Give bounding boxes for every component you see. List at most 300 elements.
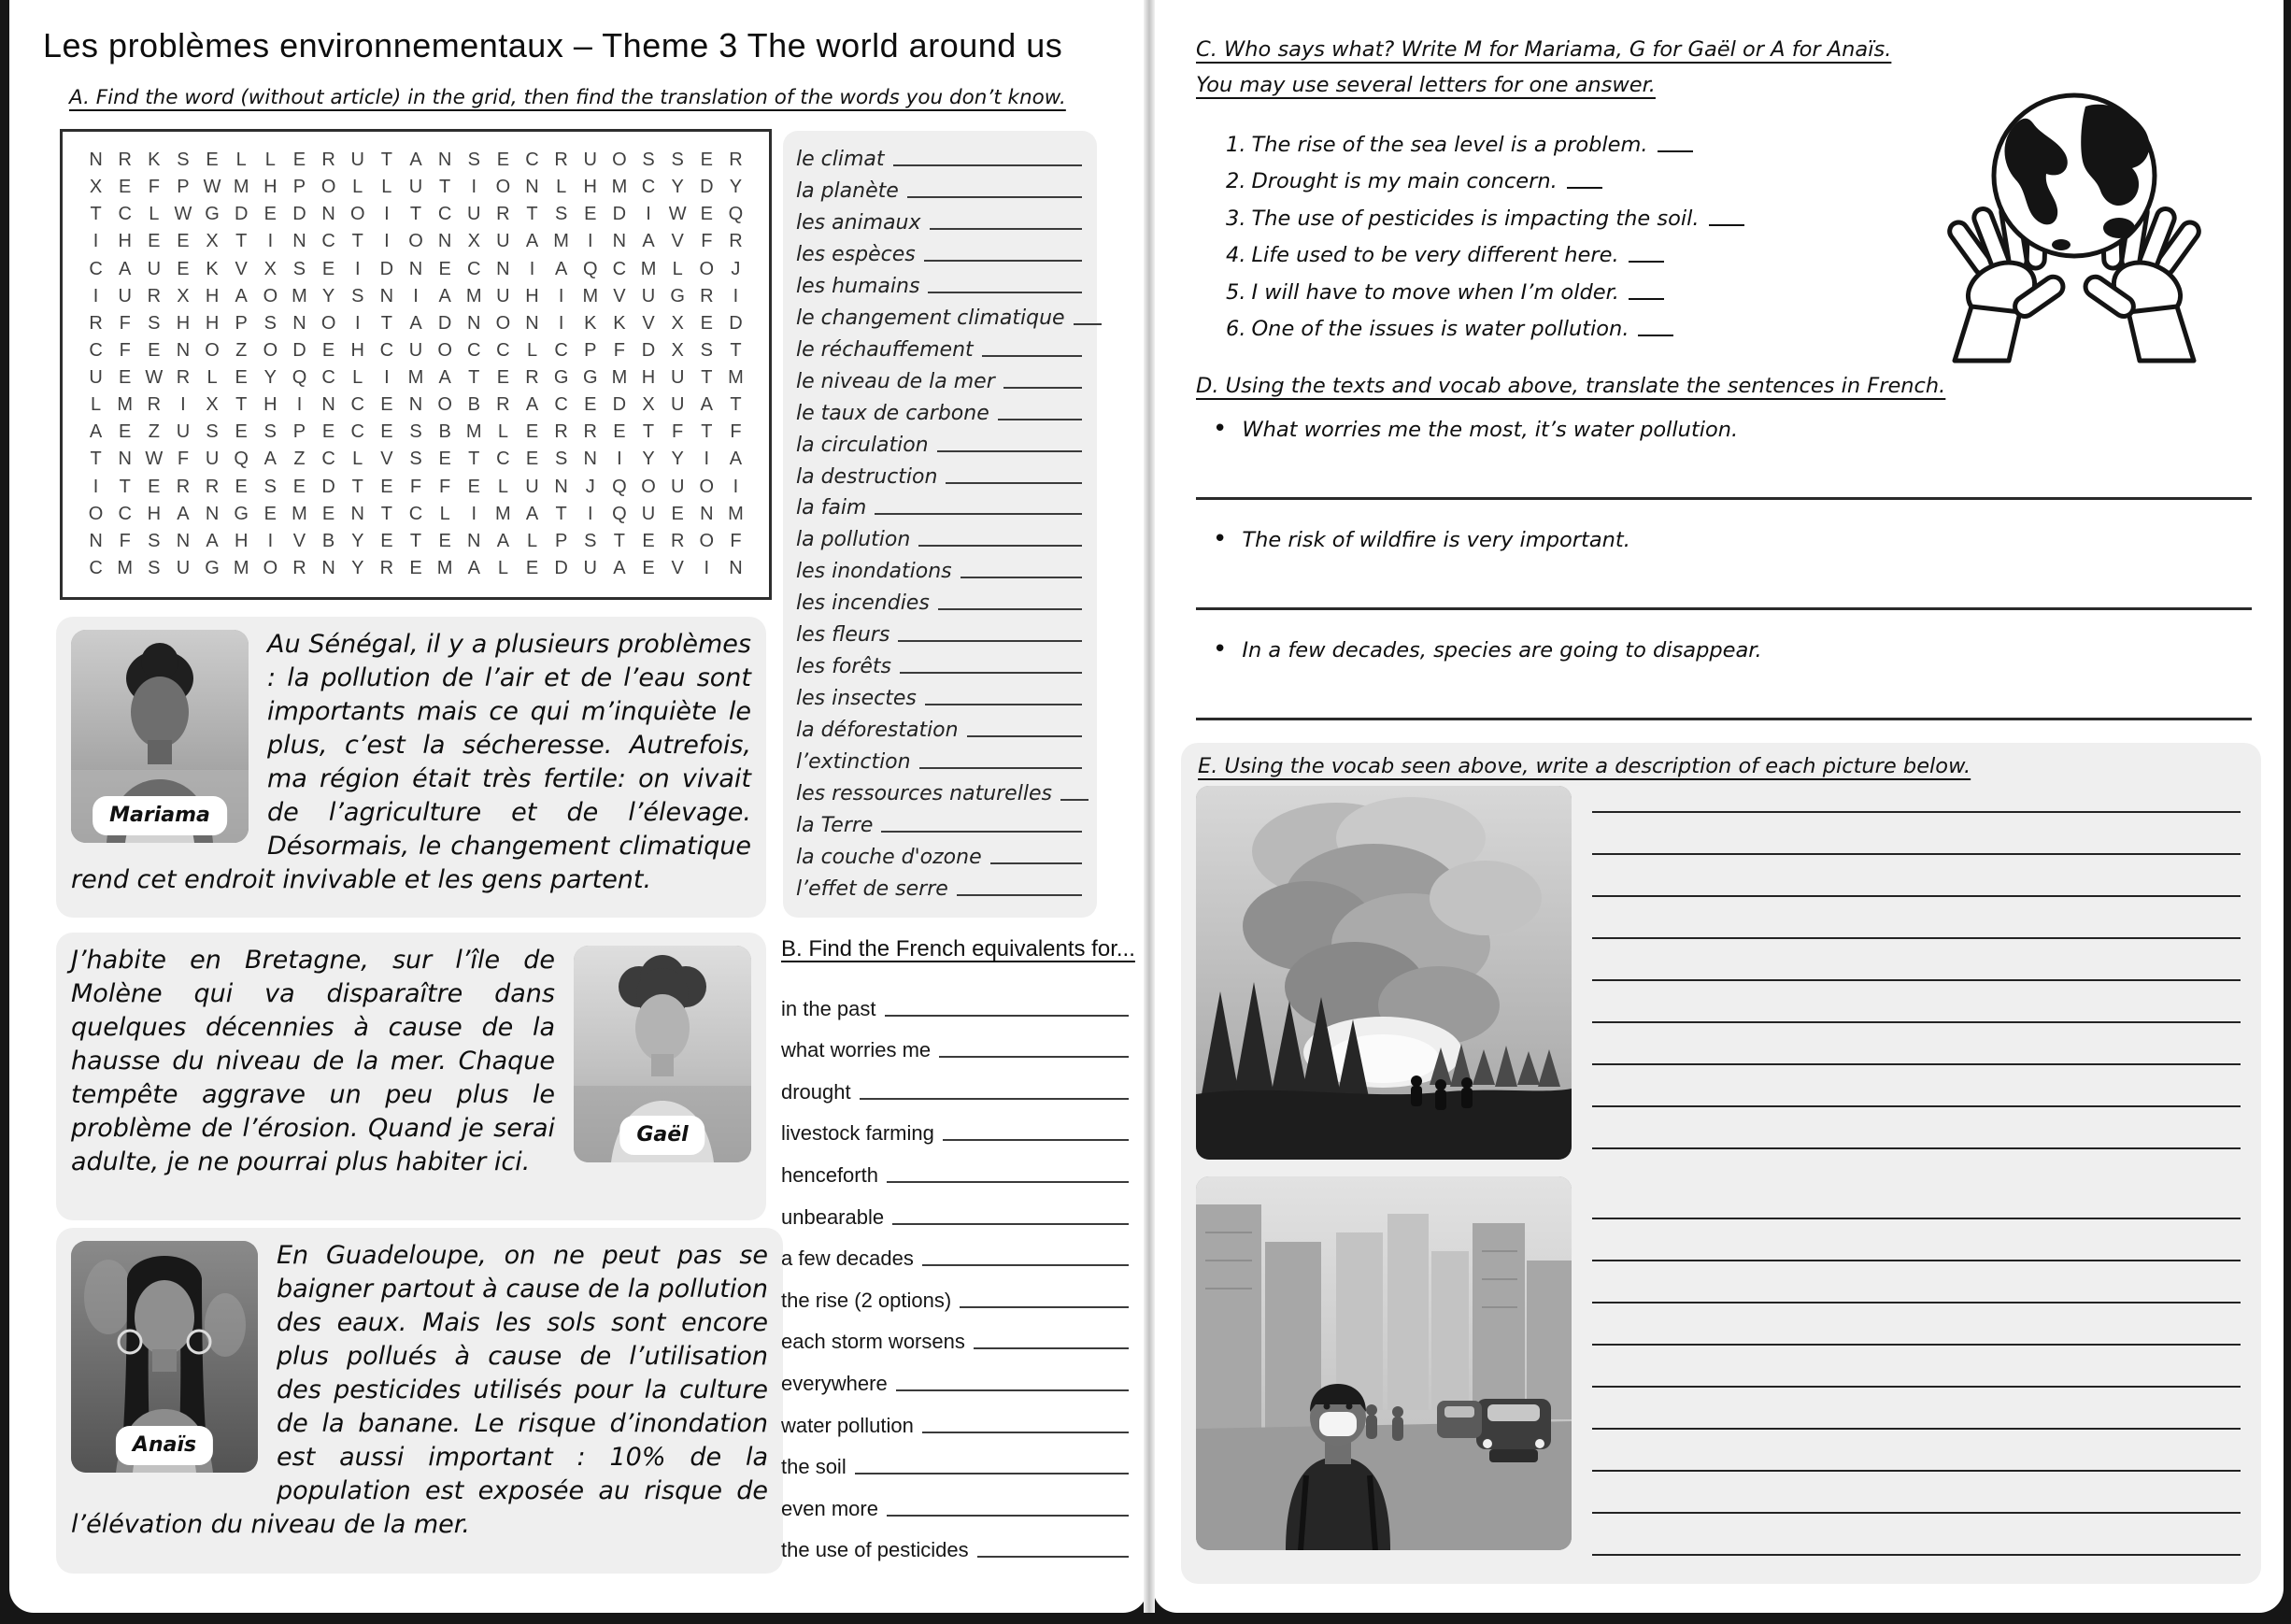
grid-cell-r14c13: L (439, 503, 450, 524)
grid-cell-r3c21: W (668, 204, 687, 225)
grid-cell-r8c6: Z (235, 339, 248, 361)
question-text: One of the issues is water pollution. (1251, 317, 1629, 341)
question-number: 6. (1226, 317, 1246, 341)
grid-cell-r8c20: D (641, 339, 656, 361)
grid-cell-r7c3: S (148, 312, 161, 334)
grid-cell-r10c20: X (642, 394, 655, 416)
grid-cell-r6c14: M (465, 285, 482, 306)
grid-cell-r5c18: Q (582, 258, 598, 279)
grid-cell-r12c1: T (90, 449, 102, 470)
equivalent-item (781, 979, 1131, 1021)
grid-cell-r6c3: R (147, 285, 162, 306)
vocab-answer-blank[interactable] (990, 861, 1082, 864)
grid-cell-r4c7: I (267, 231, 274, 252)
grid-cell-r15c23: F (730, 530, 742, 551)
bio-text-anais: En Guadeloupe, on ne peut pas se baigner partout à cause de la pollution des eaux. Mais les sols sont encore plus pollués à cause de l’utilisation des pesticides utilisés pour la culture de la banane. Le risque d’inondation est aussi important : 10% de la population est exposée au risque de l’élévation du niveau de la mer. (71, 1241, 768, 1539)
equivalent-item (781, 1271, 1131, 1313)
equivalent-answer-blank[interactable] (860, 1096, 1129, 1100)
vocab-word: le niveau de la mer (796, 369, 995, 393)
vocab-item (796, 496, 1084, 520)
grid-cell-r11c7: S (263, 421, 277, 443)
question-item-1 (1226, 120, 1936, 157)
question-item-4 (1226, 231, 1936, 268)
writing-line-picture-1[interactable] (1592, 981, 2241, 1023)
question-text: The rise of the sea level is a problem. (1251, 132, 1648, 157)
grid-cell-r6c13: A (438, 285, 451, 306)
vocab-answer-blank[interactable] (967, 734, 1082, 737)
grid-cell-r13c17: N (554, 476, 568, 497)
equivalent-label: a few decades (781, 1246, 914, 1271)
vocab-answer-blank[interactable] (924, 258, 1082, 262)
vocab-answer-blank[interactable] (982, 353, 1082, 357)
grid-cell-r2c18: H (583, 177, 597, 198)
grid-cell-r14c15: M (495, 503, 511, 524)
grid-cell-r3c2: C (118, 204, 132, 225)
grid-cell-r16c5: G (205, 557, 220, 578)
grid-cell-r10c12: N (408, 394, 423, 416)
grid-cell-r5c20: M (640, 258, 657, 279)
grid-cell-r10c17: C (554, 394, 568, 416)
grid-cell-r9c5: L (206, 367, 218, 389)
grid-cell-r16c4: U (176, 557, 191, 578)
question-answer-blank[interactable] (1629, 259, 1664, 263)
globe-in-hands-illustration (1919, 78, 2229, 366)
equivalent-answer-blank[interactable] (939, 1054, 1129, 1058)
grid-cell-r7c4: H (176, 312, 191, 334)
grid-cell-r7c1: R (89, 312, 103, 334)
grid-cell-r6c19: V (613, 285, 626, 306)
grid-cell-r6c17: I (558, 285, 564, 306)
section-c-heading-line2: You may use several letters for one answer. (1196, 73, 1656, 97)
grid-cell-r8c18: P (584, 339, 597, 361)
grid-cell-r12c15: C (496, 449, 510, 470)
writing-line-picture-1[interactable] (1592, 771, 2241, 813)
grid-cell-r5c5: K (206, 258, 219, 279)
grid-cell-r12c20: Y (642, 449, 655, 470)
vocab-answer-blank[interactable] (893, 163, 1083, 166)
translation-answer-line[interactable] (1196, 716, 2252, 720)
grid-cell-r16c15: L (497, 557, 508, 578)
vocab-answer-blank[interactable] (1060, 797, 1089, 801)
grid-cell-r8c12: U (408, 339, 423, 361)
equivalent-answer-blank[interactable] (887, 1513, 1129, 1517)
grid-cell-r5c4: E (177, 258, 190, 279)
grid-cell-r15c7: I (267, 530, 274, 551)
equivalent-item (781, 1354, 1131, 1396)
grid-cell-r1c13: N (437, 150, 452, 171)
equivalent-item (781, 1313, 1131, 1355)
equivalent-answer-blank[interactable] (977, 1554, 1129, 1558)
grid-cell-r2c13: T (439, 177, 451, 198)
grid-cell-r10c15: R (496, 394, 510, 416)
grid-cell-r3c5: G (205, 204, 220, 225)
vocab-word: les ressources naturelles (796, 782, 1052, 806)
grid-cell-r6c8: M (292, 285, 307, 306)
grid-cell-r12c11: V (380, 449, 393, 470)
grid-cell-r7c9: O (320, 312, 336, 334)
question-answer-blank[interactable] (1709, 222, 1744, 226)
grid-cell-r13c19: Q (612, 476, 627, 497)
grid-cell-r6c10: S (351, 285, 364, 306)
grid-cell-r1c23: R (729, 150, 743, 171)
grid-cell-r12c8: Z (293, 449, 306, 470)
grid-cell-r7c12: A (409, 312, 422, 334)
writing-line-picture-1[interactable] (1592, 939, 2241, 981)
grid-cell-r10c4: I (180, 394, 186, 416)
vocab-answer-blank[interactable] (1003, 385, 1082, 389)
grid-cell-r4c20: A (642, 231, 655, 252)
vocab-word: le climat (796, 148, 885, 171)
question-item-2 (1226, 157, 1936, 194)
grid-cell-r12c16: E (525, 449, 539, 470)
grid-cell-r13c20: O (641, 476, 656, 497)
grid-cell-r15c6: H (234, 530, 249, 551)
grid-cell-r5c19: C (612, 258, 627, 279)
grid-cell-r5c7: X (263, 258, 277, 279)
grid-cell-r1c12: A (409, 150, 422, 171)
section-d-heading: D. Using the texts and vocab above, translate the sentences in French. (1196, 374, 1946, 398)
grid-cell-r15c10: Y (351, 530, 364, 551)
writing-line-picture-2[interactable] (1592, 1303, 2241, 1346)
vocab-answer-blank[interactable] (898, 638, 1082, 642)
grid-cell-r10c8: I (296, 394, 303, 416)
vocab-item (796, 338, 1084, 362)
vocab-item (796, 211, 1084, 235)
grid-cell-r10c1: L (91, 394, 102, 416)
equivalent-answer-blank[interactable] (887, 1179, 1129, 1183)
question-answer-blank[interactable] (1638, 333, 1673, 336)
vocab-answer-blank[interactable] (925, 702, 1082, 705)
grid-cell-r11c9: E (321, 421, 335, 443)
vocab-answer-blank[interactable] (957, 892, 1082, 896)
vocab-answer-blank[interactable] (907, 194, 1082, 198)
grid-cell-r7c18: K (584, 312, 597, 334)
worksheet-page-right (1153, 0, 2284, 1613)
grid-cell-r13c12: F (409, 476, 422, 497)
grid-cell-r2c4: P (177, 177, 190, 198)
vocab-word: l’extinction (796, 750, 911, 775)
grid-cell-r3c13: C (437, 204, 452, 225)
vocab-word: les insectes (796, 687, 917, 711)
equivalent-answer-blank[interactable] (892, 1221, 1129, 1225)
question-answer-blank[interactable] (1629, 296, 1664, 300)
vocab-word: les humains (796, 274, 920, 298)
grid-cell-r5c1: C (89, 258, 103, 279)
vocab-answer-blank[interactable] (938, 606, 1082, 610)
grid-cell-r3c16: T (526, 204, 538, 225)
grid-cell-r9c8: Q (292, 367, 307, 389)
vocab-answer-blank[interactable] (918, 543, 1082, 547)
vocab-word: le réchauffement (796, 337, 974, 362)
grid-cell-r4c5: X (206, 231, 219, 252)
equivalent-label: livestock farming (781, 1121, 934, 1146)
grid-cell-r12c10: L (352, 449, 363, 470)
equivalent-answer-blank[interactable] (943, 1137, 1129, 1141)
vocab-item (796, 877, 1084, 901)
grid-cell-r2c7: H (263, 177, 277, 198)
grid-cell-r11c23: F (730, 421, 742, 443)
grid-cell-r7c14: N (467, 312, 481, 334)
grid-cell-r16c18: U (583, 557, 597, 578)
vocab-answer-blank[interactable] (881, 829, 1082, 833)
grid-cell-r3c11: I (384, 204, 390, 225)
question-answer-blank[interactable] (1658, 149, 1693, 152)
writing-line-picture-2[interactable] (1592, 1472, 2241, 1514)
grid-cell-r11c3: Z (148, 421, 160, 443)
vocab-item (796, 814, 1084, 837)
equivalent-answer-blank[interactable] (922, 1430, 1129, 1433)
grid-cell-r13c22: O (699, 476, 715, 497)
grid-cell-r9c22: T (701, 367, 713, 389)
equivalent-label: water pollution (781, 1413, 914, 1437)
grid-cell-r9c10: L (352, 367, 363, 389)
grid-cell-r13c3: E (148, 476, 161, 497)
grid-cell-r4c3: E (148, 231, 161, 252)
question-number: 2. (1226, 169, 1246, 193)
vocab-answer-blank[interactable] (937, 449, 1082, 452)
vocab-answer-blank[interactable] (875, 511, 1082, 515)
writing-line-picture-1[interactable] (1592, 1065, 2241, 1107)
grid-cell-r6c2: U (118, 285, 132, 306)
vocab-item (796, 275, 1084, 298)
vocab-word: la pollution (796, 528, 911, 552)
grid-cell-r2c6: M (233, 177, 249, 198)
bio-text-gael: J’habite en Bretagne, sur l’île de Molène qui va disparaître dans quelques décennies à cause de la hausse du niveau de la mer. Chaque tempête aggrave un peu plus le problème de l’érosion. Quand je serai adulte, je ne pourrai plus habiter ici. (71, 946, 555, 1176)
grid-cell-r12c9: C (321, 449, 335, 470)
grid-cell-r5c3: U (147, 258, 162, 279)
grid-cell-r2c11: L (381, 177, 392, 198)
grid-cell-r11c21: F (672, 421, 684, 443)
equivalent-answer-blank[interactable] (974, 1346, 1129, 1349)
equivalent-label: what worries me (781, 1038, 932, 1062)
grid-cell-r11c10: C (350, 421, 364, 443)
equivalent-label: even more (781, 1496, 878, 1520)
grid-cell-r4c12: O (408, 231, 423, 252)
vocab-word: le changement climatique (796, 306, 1065, 330)
vocab-item (796, 528, 1084, 551)
translation-answer-line[interactable] (1196, 605, 2252, 610)
grid-cell-r14c22: N (700, 503, 714, 524)
vocab-answer-blank[interactable] (930, 226, 1082, 230)
grid-cell-r3c1: T (90, 204, 102, 225)
grid-cell-r15c19: T (613, 530, 626, 551)
equivalent-answer-blank[interactable] (960, 1304, 1129, 1308)
writing-line-picture-2[interactable] (1592, 1430, 2241, 1472)
vocab-answer-blank[interactable] (900, 670, 1082, 674)
grid-cell-r14c3: H (147, 503, 162, 524)
vocab-word: la circulation (796, 433, 929, 457)
grid-cell-r8c19: F (613, 339, 626, 361)
writing-line-picture-2[interactable] (1592, 1346, 2241, 1388)
grid-cell-r8c15: C (496, 339, 510, 361)
grid-cell-r15c11: E (380, 530, 393, 551)
grid-cell-r2c3: F (148, 177, 160, 198)
city-smog-scene (1196, 1176, 1572, 1550)
grid-cell-r11c4: U (176, 421, 191, 443)
grid-cell-r9c18: G (582, 367, 598, 389)
equivalent-answer-blank[interactable] (922, 1262, 1129, 1266)
section-c-heading (1196, 32, 1999, 103)
grid-cell-r9c2: E (119, 367, 132, 389)
grid-cell-r1c16: C (525, 150, 539, 171)
grid-cell-r14c7: E (263, 503, 277, 524)
grid-cell-r9c1: U (89, 367, 103, 389)
question-answer-blank[interactable] (1567, 185, 1602, 189)
equivalent-answer-blank[interactable] (885, 1013, 1129, 1017)
anais-photo (71, 1241, 258, 1473)
vocab-answer-blank[interactable] (998, 417, 1082, 420)
grid-cell-r16c9: N (321, 557, 335, 578)
vocab-word: la destruction (796, 464, 938, 489)
grid-cell-r3c10: O (349, 204, 365, 225)
grid-cell-r13c11: E (380, 476, 393, 497)
question-item-5 (1226, 267, 1936, 305)
vocab-word: la Terre (796, 814, 874, 838)
grid-cell-r14c1: O (88, 503, 104, 524)
grid-cell-r16c14: A (467, 557, 480, 578)
grid-cell-r2c12: U (408, 177, 423, 198)
grid-cell-r4c11: I (384, 231, 390, 252)
grid-cell-r1c1: N (89, 150, 103, 171)
grid-cell-r14c18: I (587, 503, 593, 524)
writing-line-picture-1[interactable] (1592, 813, 2241, 855)
grid-cell-r11c1: A (89, 421, 103, 443)
grid-cell-r15c16: L (526, 530, 538, 551)
grid-cell-r13c4: R (176, 476, 191, 497)
writing-line-picture-1[interactable] (1592, 897, 2241, 939)
translation-answer-line[interactable] (1196, 495, 2252, 500)
vocab-word: la couche d'ozone (796, 845, 982, 869)
writing-line-picture-2[interactable] (1592, 1177, 2241, 1219)
grid-cell-r4c8: N (292, 231, 306, 252)
vocab-word: la planète (796, 178, 899, 203)
grid-cell-r15c9: B (321, 530, 335, 551)
grid-cell-r11c13: B (438, 421, 451, 443)
grid-cell-r16c6: M (233, 557, 249, 578)
question-text: I will have to move when I’m older. (1251, 279, 1619, 305)
section-c-heading-line1: C. Who says what? Write M for Mariama, G for Gaël or A for Anaïs. (1196, 37, 1892, 62)
grid-cell-r11c8: P (292, 421, 306, 443)
writing-line-picture-2[interactable] (1592, 1261, 2241, 1303)
question-text: The use of pesticides is impacting the soil. (1251, 206, 1700, 231)
grid-cell-r15c14: N (467, 530, 481, 551)
equivalent-item (781, 1479, 1131, 1521)
vocab-answer-blank[interactable] (1074, 321, 1102, 325)
grid-cell-r9c6: E (235, 367, 248, 389)
grid-cell-r1c7: L (264, 150, 276, 171)
grid-cell-r4c1: I (92, 231, 99, 252)
writing-line-picture-1[interactable] (1592, 1107, 2241, 1149)
grid-cell-r11c22: T (701, 421, 713, 443)
grid-cell-r11c11: E (380, 421, 393, 443)
vocab-item (796, 148, 1084, 171)
equivalent-item (781, 1396, 1131, 1438)
bio-card-gael (56, 933, 766, 1220)
vocab-item (796, 179, 1084, 203)
vocab-item (796, 655, 1084, 678)
equivalent-answer-blank[interactable] (855, 1471, 1129, 1474)
writing-line-picture-2[interactable] (1592, 1388, 2241, 1430)
grid-cell-r14c10: N (350, 503, 364, 524)
writing-line-picture-1[interactable] (1592, 1023, 2241, 1065)
equivalent-answer-blank[interactable] (896, 1388, 1129, 1391)
vocab-word: les incendies (796, 591, 930, 616)
writing-line-picture-1[interactable] (1592, 855, 2241, 897)
grid-cell-r15c17: P (554, 530, 568, 551)
grid-cell-r5c2: A (119, 258, 132, 279)
vocab-item (796, 687, 1084, 710)
grid-cell-r8c21: X (671, 339, 684, 361)
grid-cell-r1c22: E (700, 150, 713, 171)
grid-cell-r6c21: G (670, 285, 685, 306)
grid-cell-r11c12: S (409, 421, 422, 443)
translation-item-2 (1196, 525, 2252, 610)
grid-cell-r13c2: T (119, 476, 131, 497)
bullet-icon: • (1213, 415, 1228, 443)
grid-cell-r11c18: R (583, 421, 597, 443)
grid-cell-r11c20: T (642, 421, 655, 443)
grid-cell-r10c21: U (670, 394, 685, 416)
grid-cell-r15c3: S (148, 530, 161, 551)
grid-cell-r16c13: M (436, 557, 453, 578)
writing-line-picture-2[interactable] (1592, 1219, 2241, 1261)
grid-cell-r13c23: I (733, 476, 739, 497)
grid-cell-r16c8: R (292, 557, 306, 578)
grid-cell-r1c3: K (148, 150, 161, 171)
grid-cell-r14c4: A (177, 503, 190, 524)
grid-cell-r9c16: R (525, 367, 539, 389)
vocab-word: le taux de carbone (796, 401, 989, 425)
grid-cell-r11c17: R (554, 421, 568, 443)
grid-cell-r13c18: J (585, 476, 595, 497)
vocab-answer-blank[interactable] (946, 480, 1082, 484)
grid-cell-r5c23: J (731, 258, 741, 279)
grid-cell-r13c10: T (351, 476, 363, 497)
writing-line-picture-2[interactable] (1592, 1514, 2241, 1556)
grid-cell-r3c9: N (321, 204, 335, 225)
grid-cell-r6c12: I (413, 285, 419, 306)
grid-cell-r3c17: S (554, 204, 568, 225)
grid-cell-r8c9: E (321, 339, 335, 361)
vocab-answer-blank[interactable] (919, 765, 1082, 769)
vocab-answer-blank[interactable] (961, 575, 1082, 578)
grid-cell-r3c7: E (263, 204, 277, 225)
grid-cell-r14c17: T (555, 503, 567, 524)
grid-cell-r15c2: F (119, 530, 131, 551)
vocab-item (796, 402, 1084, 425)
grid-cell-r7c6: P (235, 312, 248, 334)
vocab-answer-blank[interactable] (928, 290, 1082, 293)
grid-cell-r8c4: N (176, 339, 191, 361)
grid-cell-r3c3: L (149, 204, 160, 225)
writing-lines-picture-1 (1592, 771, 2241, 1149)
grid-cell-r12c18: N (583, 449, 597, 470)
equivalent-item (781, 1438, 1131, 1480)
grid-cell-r7c19: K (613, 312, 626, 334)
grid-cell-r5c13: E (438, 258, 451, 279)
grid-cell-r1c11: T (380, 150, 392, 171)
grid-cell-r16c12: E (409, 557, 422, 578)
grid-cell-r2c16: N (525, 177, 539, 198)
grid-cell-r15c21: R (670, 530, 685, 551)
equivalent-label: unbearable (781, 1204, 885, 1229)
grid-cell-r16c7: O (263, 557, 278, 578)
bio-name-badge: Gaël (619, 1116, 704, 1155)
section-b-list (781, 979, 1131, 1562)
grid-cell-r12c19: I (617, 449, 622, 470)
grid-cell-r10c23: T (730, 394, 742, 416)
grid-cell-r16c10: Y (351, 557, 364, 578)
